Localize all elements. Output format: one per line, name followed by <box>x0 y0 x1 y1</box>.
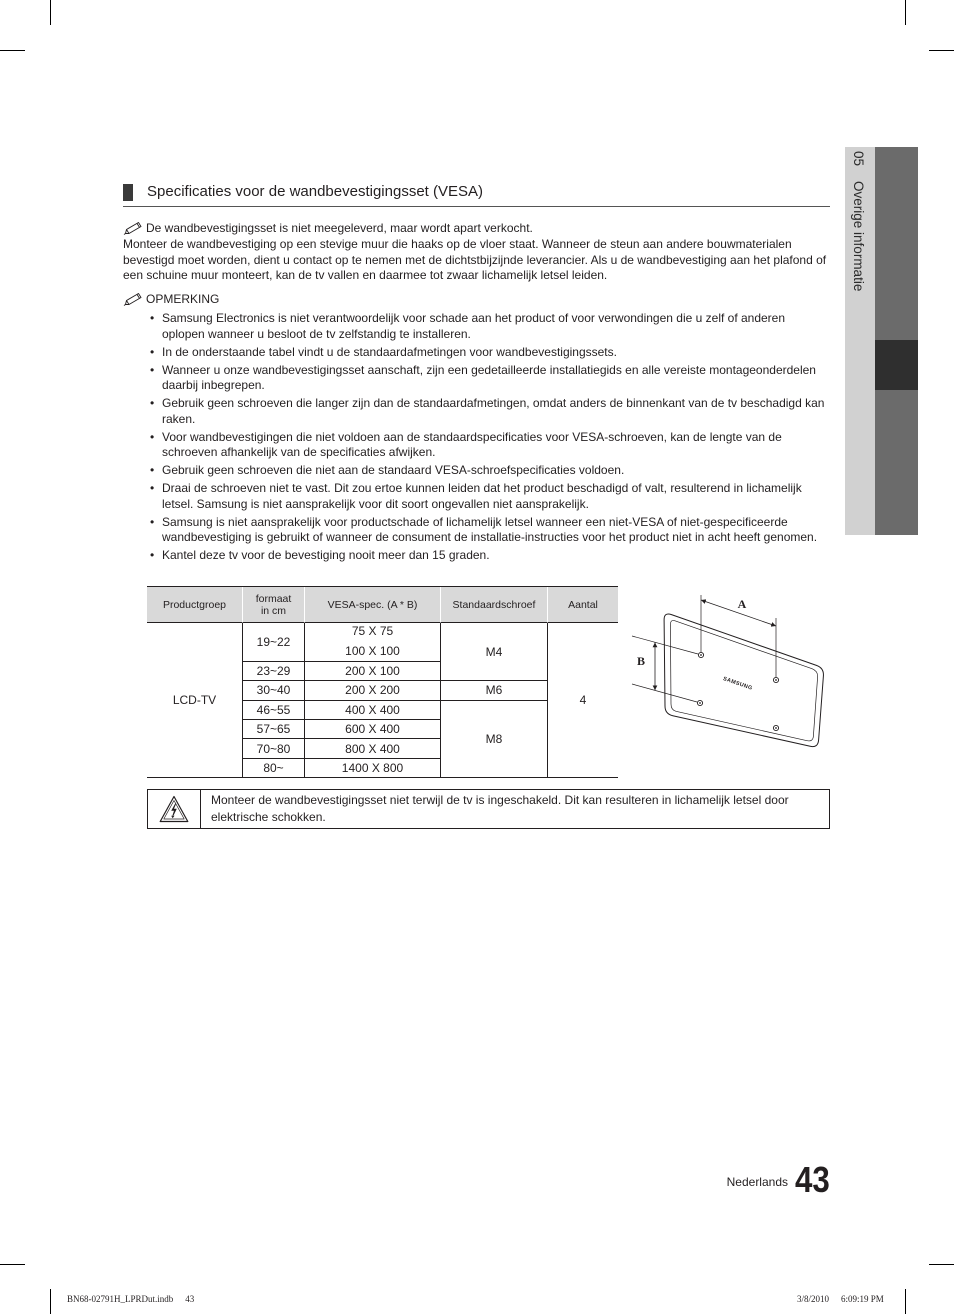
table-cell-vesa: 1400 X 800 <box>304 759 440 778</box>
chapter-tab-text <box>850 151 866 291</box>
list-item: • Gebruik geen schroeven die langer zijn dan de standaardafmetingen, omdat anders de binnenkant van de tv beschadigd kan raken. <box>162 396 831 427</box>
table-header-cell: Aantal <box>547 587 618 623</box>
warning-box <box>147 789 830 829</box>
table-cell-size: 57~65 <box>242 720 304 739</box>
crop-mark <box>50 1289 51 1314</box>
table-cell-size: 19~22 <box>242 623 304 662</box>
tv-wall-mount-diagram <box>625 583 830 755</box>
vesa-value: 75 X 75 <box>351 624 394 639</box>
warning-text: Monteer de wandbevestigingsset niet terwijl de tv is ingeschakeld. Dit kan resulteren in lichamelijk letsel door elektrische schokken. <box>211 793 789 824</box>
table-cell-quantity: 4 <box>547 623 618 778</box>
list-item: • Wanneer u onze wandbevestigingsset aanschaft, zijn een gedetailleerde installatiegids en alle vereiste montageonderdelen daarbij inbegrepen. <box>162 363 831 394</box>
pencil-icon <box>123 221 145 235</box>
crop-mark <box>0 1264 25 1265</box>
crop-mark <box>905 0 906 25</box>
chapter-tab-active-marker <box>875 340 918 390</box>
warning-icon-cell <box>148 790 201 828</box>
crop-mark <box>905 1289 906 1314</box>
table-cell-product-group: LCD-TV <box>147 623 242 778</box>
list-item: • Gebruik geen schroeven die niet aan de standaard VESA-schroefspecificaties voldoen. <box>162 463 831 479</box>
table-cell-vesa: 600 X 400 <box>304 720 440 739</box>
table-cell-screw: M4 <box>440 623 547 681</box>
print-file-name: BN68-02791H_LPRDut.indb <box>67 1294 174 1304</box>
table-header-text: formaat in cm <box>255 592 292 617</box>
electric-shock-warning-icon <box>159 795 189 823</box>
chapter-title: Overige informatie <box>851 181 866 292</box>
crop-mark <box>929 50 954 51</box>
section-divider <box>123 206 830 207</box>
table-cell-vesa: 200 X 200 <box>304 681 440 700</box>
print-date: 3/8/2010 <box>797 1294 830 1304</box>
note-text: De wandbevestigingsset is niet meegeleverd, maar wordt apart verkocht. <box>146 221 533 235</box>
samsung-logo: SAMSUNG <box>722 676 754 692</box>
table-header-cell: Standaardschroef <box>440 587 547 623</box>
crop-mark <box>50 0 51 25</box>
page-number: 43 <box>795 1159 830 1200</box>
table-cell-size: 70~80 <box>242 739 304 758</box>
vesa-value: 100 X 100 <box>345 643 400 658</box>
table-header-cell: Productgroep <box>147 587 242 623</box>
crop-mark <box>0 50 25 51</box>
mount-hole <box>773 725 778 730</box>
note-heading <box>123 291 219 307</box>
list-item: • Draai de schroeven niet te vast. Dit zou ertoe kunnen leiden dat het product beschadigd of valt, resulterend in lichamelijk letsel. Samsung is niet aansprakelijk voor dit soort ongevallen niet aansprakelijk. <box>162 481 831 512</box>
section-title: Specificaties voor de wandbevestigingsset (VESA) <box>147 183 484 200</box>
mount-hole <box>698 652 703 657</box>
mount-hole <box>697 700 702 705</box>
section-marker-icon <box>123 184 133 201</box>
table-cell-size: 30~40 <box>242 681 304 700</box>
table-header-cell: VESA-spec. (A * B) <box>304 587 440 623</box>
list-item: • Kantel deze tv voor de bevestiging nooit meer dan 15 graden. <box>162 548 831 564</box>
table-cell-size: 23~29 <box>242 662 304 681</box>
note-label: OPMERKING <box>146 292 220 306</box>
list-item: • Samsung is niet aansprakelijk voor productschade of lichamelijk letsel wanneer een niet-VESA of niet-gespecificeerde wandbevestiging is gebruikt of wanneer de consument de installatie-instructies voor het product niet in acht heeft genomen. <box>162 515 831 546</box>
dimension-a-label: A <box>737 597 747 611</box>
table-cell-screw: M6 <box>440 681 547 700</box>
dimension-b-label: B <box>636 654 646 668</box>
intro-paragraph: Monteer de wandbevestiging op een stevige muur die haaks op de vloer staat. Wanneer de steun aan andere bouwmaterialen bevestigd moet worden, dient u contact op te nemen met de dichtstbijzijnde leverancier. Als u de wandbevestiging aan het plafond of een schuine muur monteert, kan de tv vallen en daarmee tot zwaar lichamelijk letsel leiden. <box>123 237 827 283</box>
chapter-number: 05 <box>851 151 866 167</box>
table-cell-vesa: 200 X 100 <box>304 662 440 681</box>
table-cell-vesa: 800 X 400 <box>304 739 440 758</box>
note-line <box>123 220 533 236</box>
list-item: • Voor wandbevestigingen die niet voldoen aan de standaardspecificaties voor VESA-schroeven, kan de lengte van de schroeven afhankelijk van de specificaties afwijken. <box>162 430 831 461</box>
table-cell-vesa <box>304 623 440 662</box>
table-cell-screw: M8 <box>440 701 547 779</box>
mount-hole <box>773 677 778 682</box>
table-cell-size: 80~ <box>242 759 304 778</box>
list-item: • Samsung Electronics is niet verantwoordelijk voor schade aan het product of voor verwondingen die u zelf of anderen oplopen wanneer u besloot de tv zelfstandig te installeren. <box>162 311 831 342</box>
note-bullet-list <box>147 311 831 566</box>
table-header-cell <box>242 587 304 623</box>
crop-mark <box>929 1264 954 1265</box>
footer-language: Nederlands <box>726 1175 788 1189</box>
table-cell-size: 46~55 <box>242 701 304 720</box>
print-file-page: 43 <box>185 1294 195 1304</box>
print-time: 6:09:19 PM <box>841 1294 884 1304</box>
vesa-spec-table <box>147 586 618 778</box>
list-item: • In de onderstaande tabel vindt u de standaardafmetingen voor wandbevestigingssets. <box>162 345 831 361</box>
pencil-icon <box>123 292 145 306</box>
print-timestamp <box>797 1293 884 1305</box>
table-cell-vesa: 400 X 400 <box>304 701 440 720</box>
print-file-info <box>67 1293 194 1305</box>
